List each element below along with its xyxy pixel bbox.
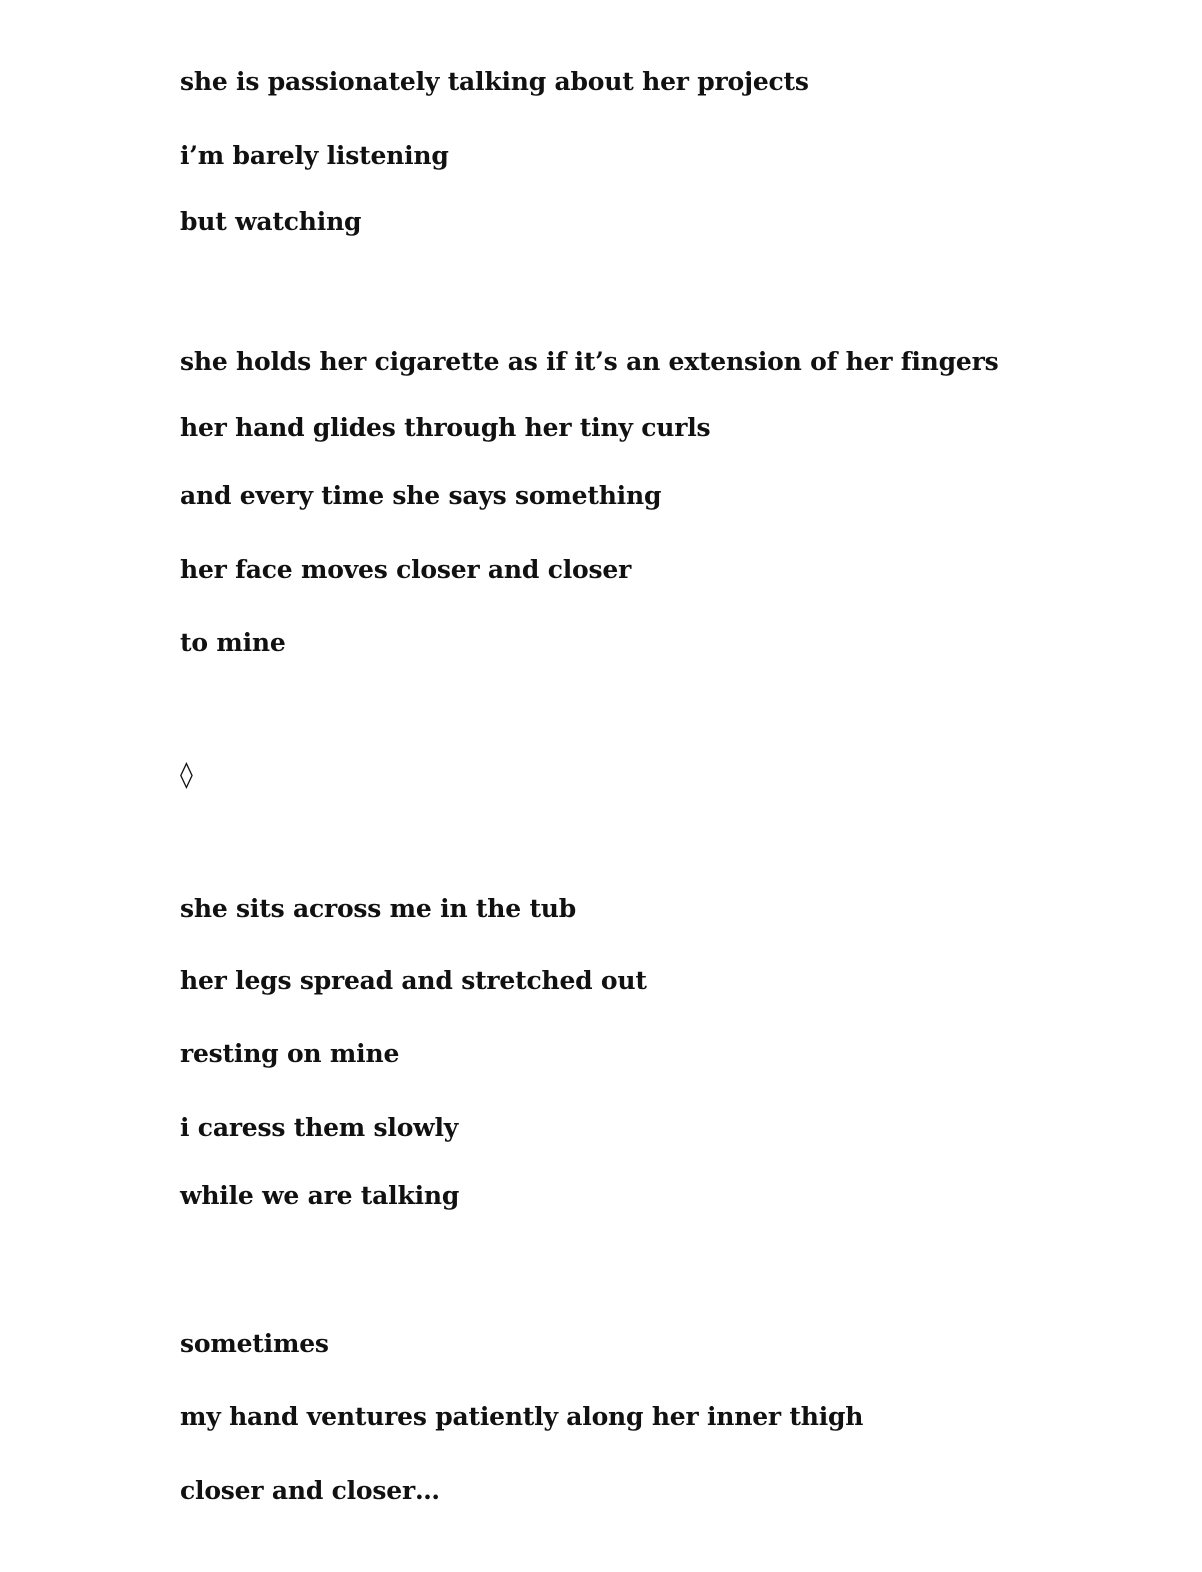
section-divider-lozenge: ◊ xyxy=(180,760,193,790)
poem-line: i caress them slowly xyxy=(180,1113,459,1142)
poem-line: my hand ventures patiently along her inner thigh xyxy=(180,1402,864,1431)
poem-line: to mine xyxy=(180,628,286,657)
poem-line: while we are talking xyxy=(180,1181,460,1210)
poem-line: but watching xyxy=(180,207,362,236)
poem-line: closer and closer… xyxy=(180,1476,440,1505)
poem-line: resting on mine xyxy=(180,1039,400,1068)
poem-line: her face moves closer and closer xyxy=(180,555,632,584)
poem-line: she is passionately talking about her projects xyxy=(180,67,809,96)
poem-line: her legs spread and stretched out xyxy=(180,966,647,995)
poem-line: her hand glides through her tiny curls xyxy=(180,413,711,442)
poem-line: i’m barely listening xyxy=(180,141,449,170)
poem-line: she holds her cigarette as if it’s an extension of her fingers xyxy=(180,347,999,376)
poem-line: and every time she says something xyxy=(180,481,662,510)
poem-line: she sits across me in the tub xyxy=(180,894,577,923)
poem-line: sometimes xyxy=(180,1329,329,1358)
